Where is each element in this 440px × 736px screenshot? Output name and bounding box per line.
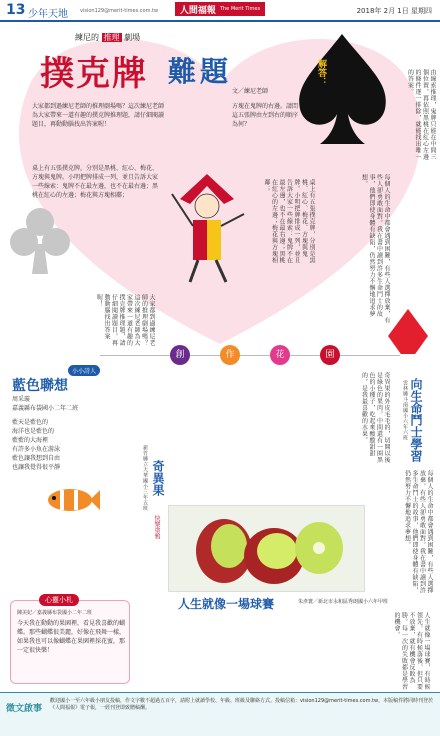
poem-line: 也讓我覺得很平靜 (12, 464, 61, 471)
feature-panel (0, 24, 440, 354)
poem-line: 藍色讓我想到自由 (12, 455, 61, 462)
section-icon-garden: 園 (320, 345, 340, 365)
page-header (0, 0, 440, 24)
club-icon (10, 204, 70, 279)
section-icon-row (100, 345, 400, 367)
fruit-body: 奇異果的外皮毛毛的，切開以後是綠色的果肉，中間還有一圈黑色的小種子，吃起來酸酸甜甜的，是我最喜歡的水果。 (360, 372, 390, 463)
section-icon-create: 創 (170, 345, 190, 365)
section-rule (100, 355, 400, 356)
kicker-mid: 推理 (103, 33, 120, 42)
feature-column-1: 大家都到過練尼老師的推理劇場嗎？這次練尼老師為大家帶來一道有趣的撲克牌推理題，請仔細閱讀題目，再動動腦找出答案喔！ (95, 294, 155, 346)
logo-text: 人間福報 (179, 5, 216, 16)
footer-label: 徵文啟事 (6, 704, 43, 714)
issue-date: 2018年 2月 1日 星期四 (356, 7, 432, 15)
fruit-author: 新竹縣立大華國小三年五班 (142, 445, 148, 511)
feature-subtitle: 難題 (168, 55, 233, 88)
essay-body: 人生就像一場球賽，有時候領先，有時候落後，但只要不放棄，就有機會反敗為勝。每一次的失敗都是學習的機會。 (393, 612, 430, 690)
clownfish-illustration (40, 485, 100, 515)
section-icon-flower: 花 (270, 345, 290, 365)
essay-author: 朱彥寰／新北市永和區秀朗國小六年甲班 (298, 599, 389, 605)
poem-line: 有許多小魚在游泳 (12, 446, 61, 453)
feature-title: 撲克牌 (40, 54, 148, 94)
joker-illustration (160, 164, 255, 284)
poem-badge: 小小詩人 (68, 365, 100, 376)
answer-label: 解答： (316, 59, 326, 86)
poem-line: 海洋也是藍色的 (12, 428, 55, 435)
teacher-note-label: 心靈小札 (39, 594, 79, 606)
feature-column-3: 每個人的生命中都會遇到困難，有些人選擇放棄，有些人卻勇敢面對。我在書中讀到許多生命鬥士的故事，他們即使身體有缺陷，仍然努力不懈地追求夢想。 (360, 174, 390, 324)
spade-icon (295, 29, 390, 149)
feature-intro: 大家都到過練尼老師的推理劇場嗎？這次練尼老師為大家帶來一道有趣的撲克牌推理題，請仔細閱讀題目，再動動腦找出答案喔！ (32, 103, 165, 128)
kiwi-image (169, 506, 364, 591)
feature-column-2: 桌上有五張撲克牌，分別是黑桃、紅心、梅花、方塊與鬼牌。小明把牌排成一列，並且告訴大家一些線索：鬼牌不在最左邊，也不在最右邊；黑桃在紅心的左邊；梅花與方塊相鄰； (263, 179, 315, 264)
newspaper-logo (175, 2, 265, 16)
fruit-title: 奇異果 (151, 460, 165, 496)
teacher-note-box (10, 596, 130, 684)
feature-kicker (75, 32, 140, 43)
teacher-note-text: 今天我在動動的果園裡，看見我喜歡的蝴蝶。那些蝴蝶很美麗，好像在飛舞一樣，如果我也可以像蝴蝶在果園裡採花蜜，那一定很快樂！ (17, 620, 126, 654)
puzzle-text-right: 方塊在鬼牌的右邊。請問這五張牌由左到右的順序為何？ (232, 103, 299, 128)
dream-title: 向生命鬥士學習 (409, 378, 423, 462)
feature-byline: 文／練尼老師 (232, 88, 269, 95)
logo-subtitle: The Merit Times (219, 6, 261, 12)
kicker-post: 劇場 (124, 33, 141, 42)
dream-body: 每個人的生命中都會遇到困難，有些人選擇放棄，有些人卻勇敢面對。我在書中讀到許多生命鬥士的故事，他們即使身體有缺陷，仍然努力不懈地追求夢想。 (403, 470, 433, 594)
page-number: 13 (6, 2, 26, 18)
poem-line: 藍藍的大海裡 (12, 437, 49, 444)
footer-text: 歡迎國小一至六年級小朋友投稿，作文字數不超過五百字，請附上就讀學校、年級、班級及聯絡方式。投稿信箱：vision129@merit-times.com.tw，本版稿件將同時刊登於《人間福報》電子報，一經刊登即致贈稿酬。 (50, 698, 434, 711)
header-email: vision129@merit-times.com.tw (80, 8, 159, 14)
poem-school: 嘉義縣布袋國小二年二班 (12, 405, 79, 412)
poem-author: 周采璇 (12, 396, 31, 403)
fruit-tag: 快樂塗鴉 (153, 515, 160, 539)
puzzle-text-left: 桌上有五張撲克牌，分別是黑桃、紅心、梅花、方塊與鬼牌。小明把牌排成一列，並且告訴大家一些線索：鬼牌不在最左邊，也不在最右邊；黑桃在紅心的左邊；梅花與方塊相鄰； (32, 165, 159, 199)
dream-author: 雲林縣斗南國小六年六班 (402, 380, 408, 441)
header-rule (0, 20, 440, 22)
footer-bar (0, 692, 440, 736)
kicker-pre: 練尼的 (75, 33, 99, 42)
section-name: 少年天地 (28, 9, 68, 20)
kiwi-drawing (168, 505, 365, 592)
teacher-note-author: 陳美妃／嘉義縣布袋國小二年二班 (17, 610, 93, 616)
poem-title: 藍色聯想 (12, 378, 68, 394)
answer-text: 由線索推理，鬼牌只能在中間三個位置，再依照黑桃在紅心左邊的條件逐一排除，就能找出唯一的答案。 (406, 69, 436, 160)
poem-lines (12, 418, 122, 472)
essay-title: 人生就像一場球賽 (178, 597, 275, 611)
poem-line: 藍天是藍色的 (12, 419, 49, 426)
section-icon-make: 作 (220, 345, 240, 365)
